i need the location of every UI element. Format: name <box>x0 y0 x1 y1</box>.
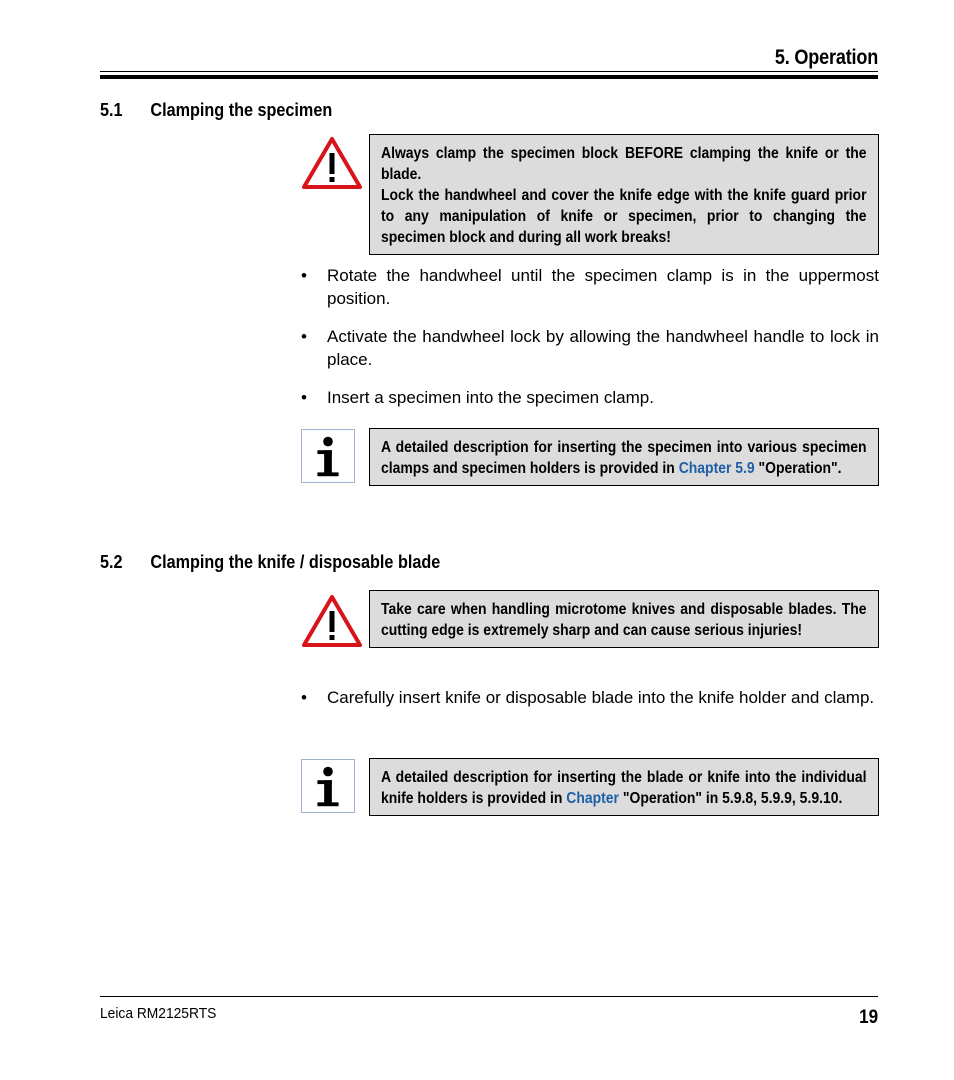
warning-box-specimen <box>369 134 879 255</box>
warning-triangle-icon <box>301 136 363 190</box>
warning-text-2: Lock the handwheel and cover the knife edge with the knife guard prior to any manipulation of knife or specimen, prior to changing the specimen block and during all work breaks! <box>381 187 867 246</box>
info-text: "Operation". <box>754 460 842 477</box>
section-heading-5-2 <box>100 552 440 573</box>
warning-text-1: Always clamp the specimen block BEFORE clamping the knife or the blade. <box>381 145 867 183</box>
bullet-list-specimen <box>301 264 879 409</box>
list-item: • Carefully insert knife or disposable blade into the knife holder and clamp. <box>301 688 875 707</box>
section-number: 5.1 <box>100 100 123 120</box>
list-item: • Activate the handwheel lock by allowing the handwheel handle to lock in place. <box>301 327 879 369</box>
header-rule-thick <box>100 75 878 79</box>
info-text: A detailed description for inserting the blade or knife into the individual knife holders is provided in <box>381 769 867 807</box>
info-icon <box>301 759 355 813</box>
bullet-list-knife <box>301 686 879 709</box>
chapter-link[interactable]: Chapter <box>566 790 619 807</box>
warning-text: Take care when handling microtome knives and disposable blades. The cutting edge is extremely sharp and can cause serious injuries! <box>381 601 867 639</box>
page-number: 19 <box>858 1007 878 1028</box>
info-icon <box>301 429 355 483</box>
chapter-title: 5. Operation <box>774 46 878 69</box>
footer-product: Leica RM2125RTS <box>100 1005 217 1022</box>
list-item: • Rotate the handwheel until the specimen clamp is in the uppermost position. <box>301 266 879 308</box>
section-title: Clamping the knife / disposable blade <box>150 552 441 572</box>
header-rule-thin <box>100 71 878 72</box>
warning-triangle-icon <box>301 594 363 648</box>
footer-rule <box>100 996 878 997</box>
section-number: 5.2 <box>100 552 123 572</box>
info-text: A detailed description for inserting the specimen into various specimen clamps and specimen holders is provided in <box>381 439 867 477</box>
info-box-knife <box>369 758 879 816</box>
warning-box-knife <box>369 590 879 648</box>
section-title: Clamping the specimen <box>150 100 333 120</box>
list-item: • Insert a specimen into the specimen clamp. <box>301 388 654 407</box>
info-text: "Operation" in 5.9.8, 5.9.9, 5.9.10. <box>618 790 843 807</box>
info-box-specimen <box>369 428 879 486</box>
chapter-link[interactable]: Chapter 5.9 <box>678 460 755 477</box>
section-heading-5-1 <box>100 100 332 121</box>
